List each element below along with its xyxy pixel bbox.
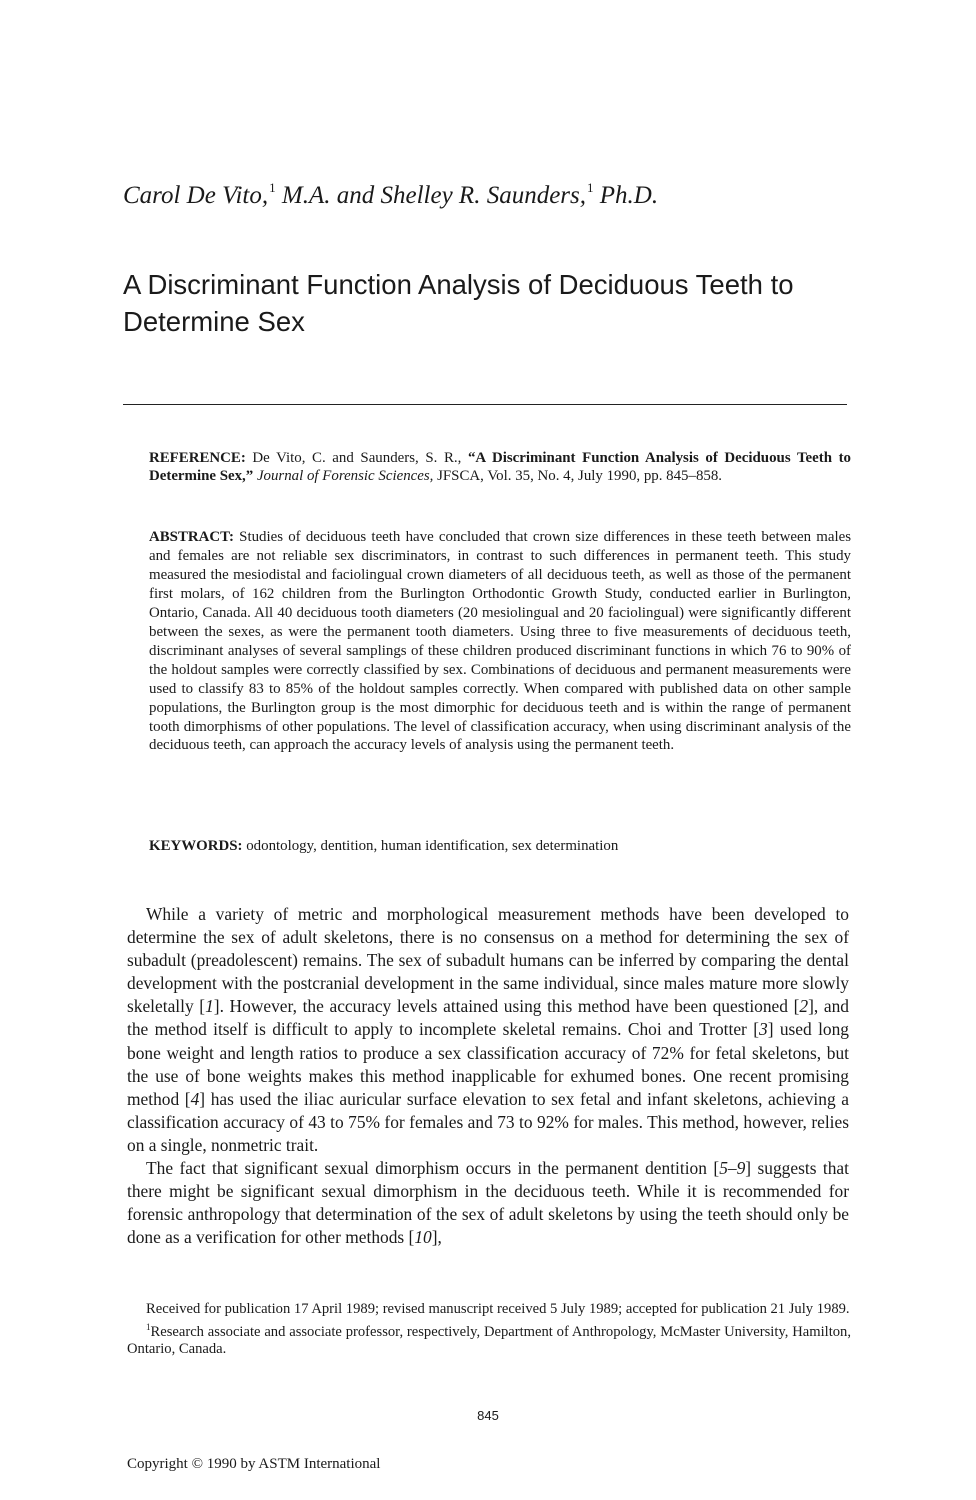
citation-3: 3: [758, 1019, 768, 1040]
body-paragraph-2: [127, 1157, 849, 1249]
keywords-label: KEYWORDS:: [149, 838, 243, 854]
body-text-run: ],: [431, 1227, 442, 1248]
body-paragraph-1: [127, 903, 849, 1157]
author-2-degree: Ph.D.: [599, 182, 659, 209]
title-divider: [123, 404, 847, 405]
reference-label: REFERENCE:: [149, 450, 246, 466]
affiliation-text: Research associate and associate professor, respectively, Department of Anthropology, McMaster University, Hamilton, Ontario, Canada.: [127, 1323, 851, 1357]
copyright-notice: Copyright © 1990 by ASTM International: [127, 1456, 381, 1472]
affiliation-note: [127, 1319, 851, 1359]
received-note: Received for publication 17 April 1989; revised manuscript received 5 July 1989; accepted for publication 21 July 1989.: [146, 1301, 850, 1317]
citation-2: 2: [799, 996, 809, 1017]
abstract-label: ABSTRACT:: [149, 529, 234, 545]
keywords-block: [149, 837, 851, 855]
author-2-name: Shelley R. Saunders,: [380, 182, 587, 209]
author-1-degree: M.A.: [281, 182, 331, 209]
body-text: [127, 903, 849, 1249]
abstract-block: [149, 528, 851, 755]
body-text-run: The fact that significant sexual dimorphism occurs in the permanent dentition [: [146, 1158, 720, 1179]
citation-1: 1: [205, 996, 214, 1017]
body-text-run: ] suggests that there might be significant sexual dimorphism in the deciduous teeth. While it is recommended for forensic anthropology that determination of the sex of adult skeletons by using the teeth should only be done as a verification for other methods [: [127, 1158, 849, 1248]
citation-4: 4: [190, 1088, 200, 1109]
affiliation-mark: 1: [146, 1321, 151, 1332]
body-text-run: While a variety of metric and morphological measurement methods have been developed to determine the sex of adult skeletons, there is no consensus on a method for determining the sex of subadult (preadolescent) remains. The sex of subadult humans can be inferred by comparing the dental development with the postcranial development in the same individual, since males mature more slowly skeletally [: [127, 904, 849, 1017]
body-text-run: ]. However, the accuracy levels attained using this method have been questioned [: [213, 996, 800, 1017]
author-1-name: Carol De Vito,: [123, 182, 269, 209]
abstract-text: Studies of deciduous teeth have concluded that crown size differences in these teeth between males and females are not reliable sex discriminators, in contrast to such differences in permanent teeth. This study measured the mesiodistal and faciolingual crown diameters of all deciduous teeth, as well as those of the permanent first molars, of 162 children from the Burlington Orthodontic Growth Study, conducted earlier in Burlington, Ontario, Canada. All 40 deciduous tooth diameters (20 mesiolingual and 20 faciolingual) were significantly different between the sexes, as were the permanent tooth diameters. Using three to five measurements of deciduous teeth, discriminant analyses of several samplings of these children produced discriminant functions in which 76 to 90% of the holdout samples were correctly classified by sex. Combinations of deciduous and permanent measurements were used to classify 83 to 85% of the holdout samples correctly. When compared with published data on other sample populations, the Burlington group is the most dimorphic for deciduous teeth and is within the range of permanent tooth dimorphisms of other populations. The level of classification accuracy, when using discriminant analysis of the deciduous teeth, can approach the accuracy levels of analysis using the permanent teeth.: [149, 529, 851, 754]
reference-article-title: “A Discriminant Function Analysis of Deciduous Teeth to Determine Sex,”: [149, 450, 851, 484]
citation-10: 10: [414, 1227, 432, 1248]
body-text-run: ] used long bone weight and length ratios to produce a sex classification accuracy of 72% for fetal skeletons, but the use of bone weights makes this method inapplicable for exhumed bones. One recent promising method [: [127, 1019, 849, 1109]
author-conjunction: and: [336, 182, 375, 209]
reference-journal: Journal of Forensic Sciences,: [256, 468, 434, 484]
author-2-footnote-mark: 1: [587, 180, 594, 195]
body-text-run: ], and the method itself is difficult to apply to incomplete skeletal remains. Choi and Trotter [: [127, 996, 849, 1040]
reference-authors: De Vito, C. and Saunders, S. R.,: [252, 450, 462, 466]
page-number: 845: [477, 1408, 499, 1423]
keywords-text: odontology, dentition, human identification, sex determination: [246, 838, 619, 854]
paper-title: A Discriminant Function Analysis of Deciduous Teeth to Determine Sex: [123, 269, 794, 337]
reference-details: JFSCA, Vol. 35, No. 4, July 1990, pp. 845–858.: [437, 468, 723, 484]
citation-5-9: 5–9: [719, 1158, 746, 1179]
author-line: [123, 180, 863, 210]
footnotes: [127, 1301, 851, 1359]
reference-block: [149, 449, 851, 485]
body-text-run: ] has used the iliac auricular surface elevation to sex fetal and infant skeletons, achieving a classification accuracy of 43 to 75% for females and 73 to 92% for males. This method, however, relies on a single, nonmetric trait.: [127, 1088, 849, 1155]
author-1-footnote-mark: 1: [269, 180, 276, 195]
